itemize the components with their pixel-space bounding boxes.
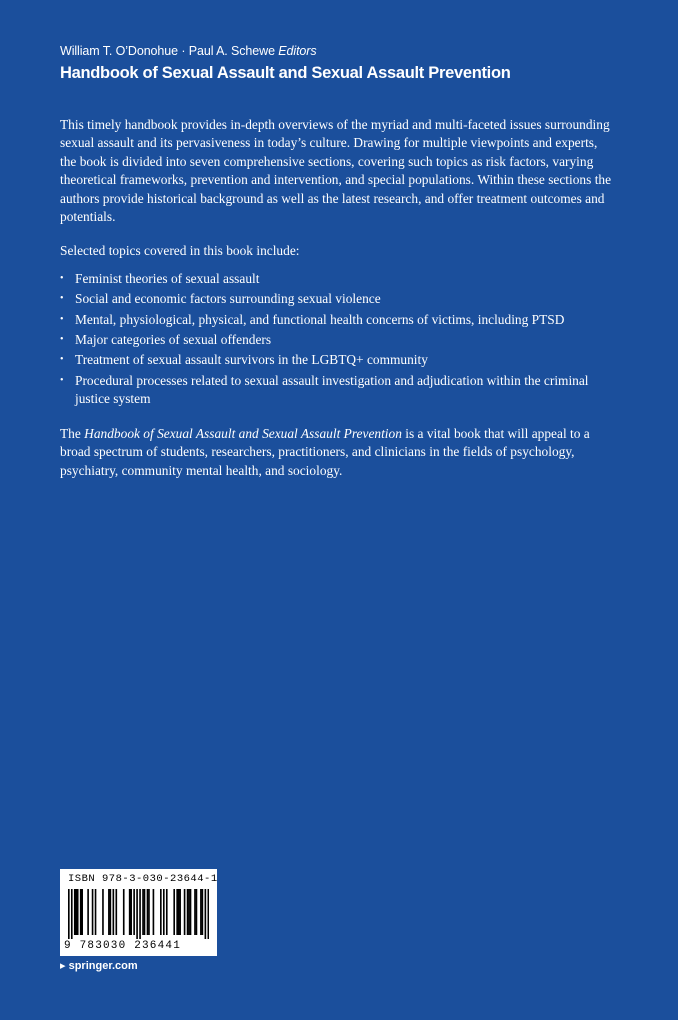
closing-prefix: The: [60, 425, 85, 441]
barcode-bar: [142, 889, 144, 935]
barcode-bar: [130, 889, 132, 935]
intro-paragraph: This timely handbook provides in-depth overviews of the myriad and multi-faceted issues surrounding sexual assault and its pervasiveness in today’s culture. Drawing for multiple viewpoints and experts, the book is divided into seven comprehensive sections, covering such topics as risk factors, varying theoretical frameworks, prevention and intervention, and special populations. Within these sections the authors provide historical background as well as the latest research, and offer treatment outcomes and potentials.: [60, 117, 612, 225]
author-names: William T. O’Donohue · Paul A. Schewe: [60, 44, 275, 58]
barcode-bar: [173, 889, 175, 935]
barcode-bar: [87, 889, 89, 935]
barcode-bar: [163, 889, 165, 935]
barcode-bar: [202, 889, 204, 935]
barcode-bar: [160, 889, 162, 935]
barcode-bar: [108, 889, 110, 935]
barcode-bar: [110, 889, 112, 935]
barcode-bar: [68, 889, 70, 939]
list-item: • Social and economic factors surrounding sexual violence: [60, 290, 612, 308]
barcode-bar: [113, 889, 115, 935]
editors-role: Editors: [278, 44, 317, 58]
barcode-bar: [144, 889, 146, 935]
closing-paragraph: [60, 425, 612, 480]
barcode-bar: [178, 889, 180, 935]
barcode-bar: [129, 889, 131, 935]
barcode-bar: [188, 889, 190, 935]
barcode-bar: [147, 889, 149, 935]
barcode-bar: [205, 889, 207, 939]
barcode-bar: [80, 889, 82, 935]
barcode-bar: [148, 889, 150, 935]
barcode-bar: [153, 889, 155, 935]
isbn-label: ISBN 978-3-030-23644-1: [68, 873, 218, 885]
list-item: • Mental, physiological, physical, and functional health concerns of victims, including PTSD: [60, 311, 612, 329]
barcode-bar: [92, 889, 94, 935]
barcode-bar: [133, 889, 135, 935]
barcode-bar: [136, 889, 138, 939]
barcode-bar: [190, 889, 192, 935]
barcode-bar: [123, 889, 125, 935]
website-text: springer.com: [68, 960, 138, 972]
barcode-bar: [102, 889, 104, 935]
barcode-bar: [71, 889, 73, 939]
barcode-bar: [139, 889, 141, 939]
list-item: • Feminist theories of sexual assault: [60, 270, 612, 288]
barcode-bar: [196, 889, 198, 935]
barcode-bar: [187, 889, 189, 935]
barcode-bar: [81, 889, 83, 935]
barcode-icon: [68, 889, 209, 939]
topics-list: [60, 270, 612, 409]
barcode-bar: [176, 889, 178, 935]
barcode-bar: [184, 889, 186, 935]
closing-book-title: Handbook of Sexual Assault and Sexual Assault Prevention: [84, 425, 402, 441]
list-item: • Major categories of sexual offenders: [60, 331, 612, 349]
list-item: • Procedural processes related to sexual assault investigation and adjudication within the criminal justice system: [60, 372, 612, 409]
barcode-bar: [200, 889, 202, 935]
barcode-bar: [74, 889, 76, 935]
barcode-digits: 9 783030 236441: [64, 940, 182, 952]
topics-lead: Selected topics covered in this book include:: [60, 243, 300, 259]
arrow-icon: ▸: [60, 960, 66, 972]
barcode-bar: [95, 889, 97, 935]
website-link[interactable]: [60, 959, 138, 972]
isbn-barcode-box: [60, 869, 217, 956]
closing-suffix: is a vital book that will appeal to a broad spectrum of students, researchers, practitioners, and clinicians in the fields of psychology, psychiatry, community mental health, and sociology.: [60, 425, 590, 478]
barcode-bar: [166, 889, 168, 935]
list-item: • Treatment of sexual assault survivors in the LGBTQ+ community: [60, 351, 612, 369]
book-title: Handbook of Sexual Assault and Sexual Assault Prevention: [60, 64, 511, 82]
barcode-bar: [179, 889, 181, 935]
barcode-bar: [75, 889, 77, 935]
barcode-bar: [194, 889, 196, 935]
barcode-bar: [115, 889, 117, 935]
description-block: [60, 116, 612, 480]
editors-line: [60, 44, 317, 58]
barcode-bar: [208, 889, 209, 939]
barcode-bar: [77, 889, 79, 935]
